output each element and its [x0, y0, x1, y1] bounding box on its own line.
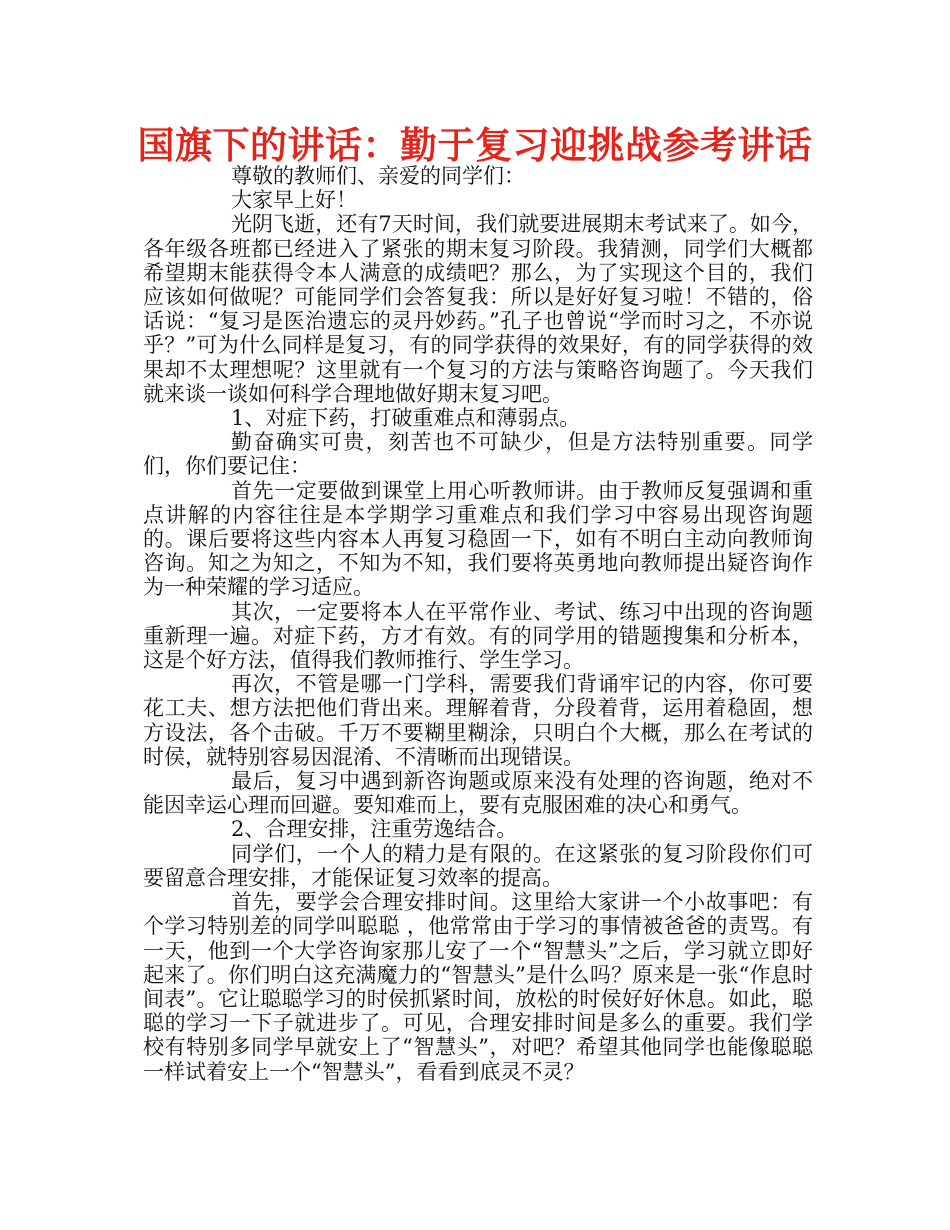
document-body [143, 164, 813, 1084]
page-title: 国旗下的讲话：勤于复习迎挑战参考讲话 [137, 124, 813, 167]
section-heading-2: 2、合理安排，注重劳逸结合。 [231, 817, 518, 842]
paragraph-story: 首先，要学会合理安排时间。这里给大家讲一个小故事吧：有个学习特别差的同学叫聪聪 ，他常常由于学习的事情被爸爸的责骂。有一天，他到一个大学咨询家那儿安了一个“智慧头”之后，学习就立即好起来了。你们明白这充满魔力的“智慧头”是什么吗？原来是一张“作息时间表”。它让聪聪学习的时侯抓紧时间，放松的时侯好好休息。如此，聪聪的学习一下子就进步了。可见，合理安排时间是多么的重要。我们学校有特别多同学早就安上了“智慧头”，对吧？希望其他同学也能像聪聪一样试着安上一个“智慧头”，看看到底灵不灵？ [143, 890, 813, 1084]
greeting: 大家早上好！ [231, 188, 357, 213]
paragraph-intro: 光阴飞逝，还有7天时间，我们就要进展期末考试来了。如今，各年级各班都已经进入了紧张的期末复习阶段。我猜测，同学们大概都希望期末能获得令本人满意的成绩吧？那么，为了实现这个目的，我们应该如何做呢？可能同学们会答复我：所以是好好复习啦！不错的，俗话说：“复习是医治遗忘的灵丹妙药。”孔子也曾说“学而时习之，不亦说乎？”可为什么同样是复习，有的同学获得的效果好，有的同学获得的效果却不太理想呢？这里就有一个复习的方法与策略咨询题了。今天我们就来谈一谈如何科学合理地做好期末复习吧。 [143, 212, 813, 406]
paragraph-first: 首先一定要做到课堂上用心听教师讲。由于教师反复强调和重点讲解的内容往往是本学期学习重难点和我们学习中容易出现咨询题的。课后要将这些内容本人再复习稳固一下，如有不明白主动向教师询咨询。知之为知之，不知为不知，我们要将英勇地向教师提出疑咨询作为一种荣耀的学习适应。 [143, 478, 813, 600]
paragraph-second: 其次，一定要将本人在平常作业、考试、练习中出现的咨询题重新理一遍。对症下药，方才有效。有的同学用的错题搜集和分析本，这是个好方法，值得我们教师推行、学生学习。 [143, 599, 813, 673]
section-heading-1: 1、对症下药，打破重难点和薄弱点。 [231, 406, 581, 431]
paragraph-last: 最后，复习中遇到新咨询题或原来没有处理的咨询题，绝对不能因幸运心理而回避。要知难而上，要有克服困难的决心和勇气。 [143, 769, 813, 818]
salutation: 尊敬的教师们、亲爱的同学们： [231, 164, 525, 188]
paragraph-method: 勤奋确实可贵，刻苦也不可缺少，但是方法特别重要。同学们，你们要记住： [143, 430, 813, 479]
paragraph-third: 再次，不管是哪一门学科，需要我们背诵牢记的内容，你可要花工夫、想方法把他们背出来。理解着背，分段着背，运用着稳固，想方设法，各个击破。千万不要糊里糊涂，只明白个大概，那么在考试的时侯，就特别容易因混淆、不清晰而出现错误。 [143, 672, 813, 769]
paragraph-energy: 同学们，一个人的精力是有限的。在这紧张的复习阶段你们可要留意合理安排，才能保证复习效率的提高。 [143, 841, 813, 890]
